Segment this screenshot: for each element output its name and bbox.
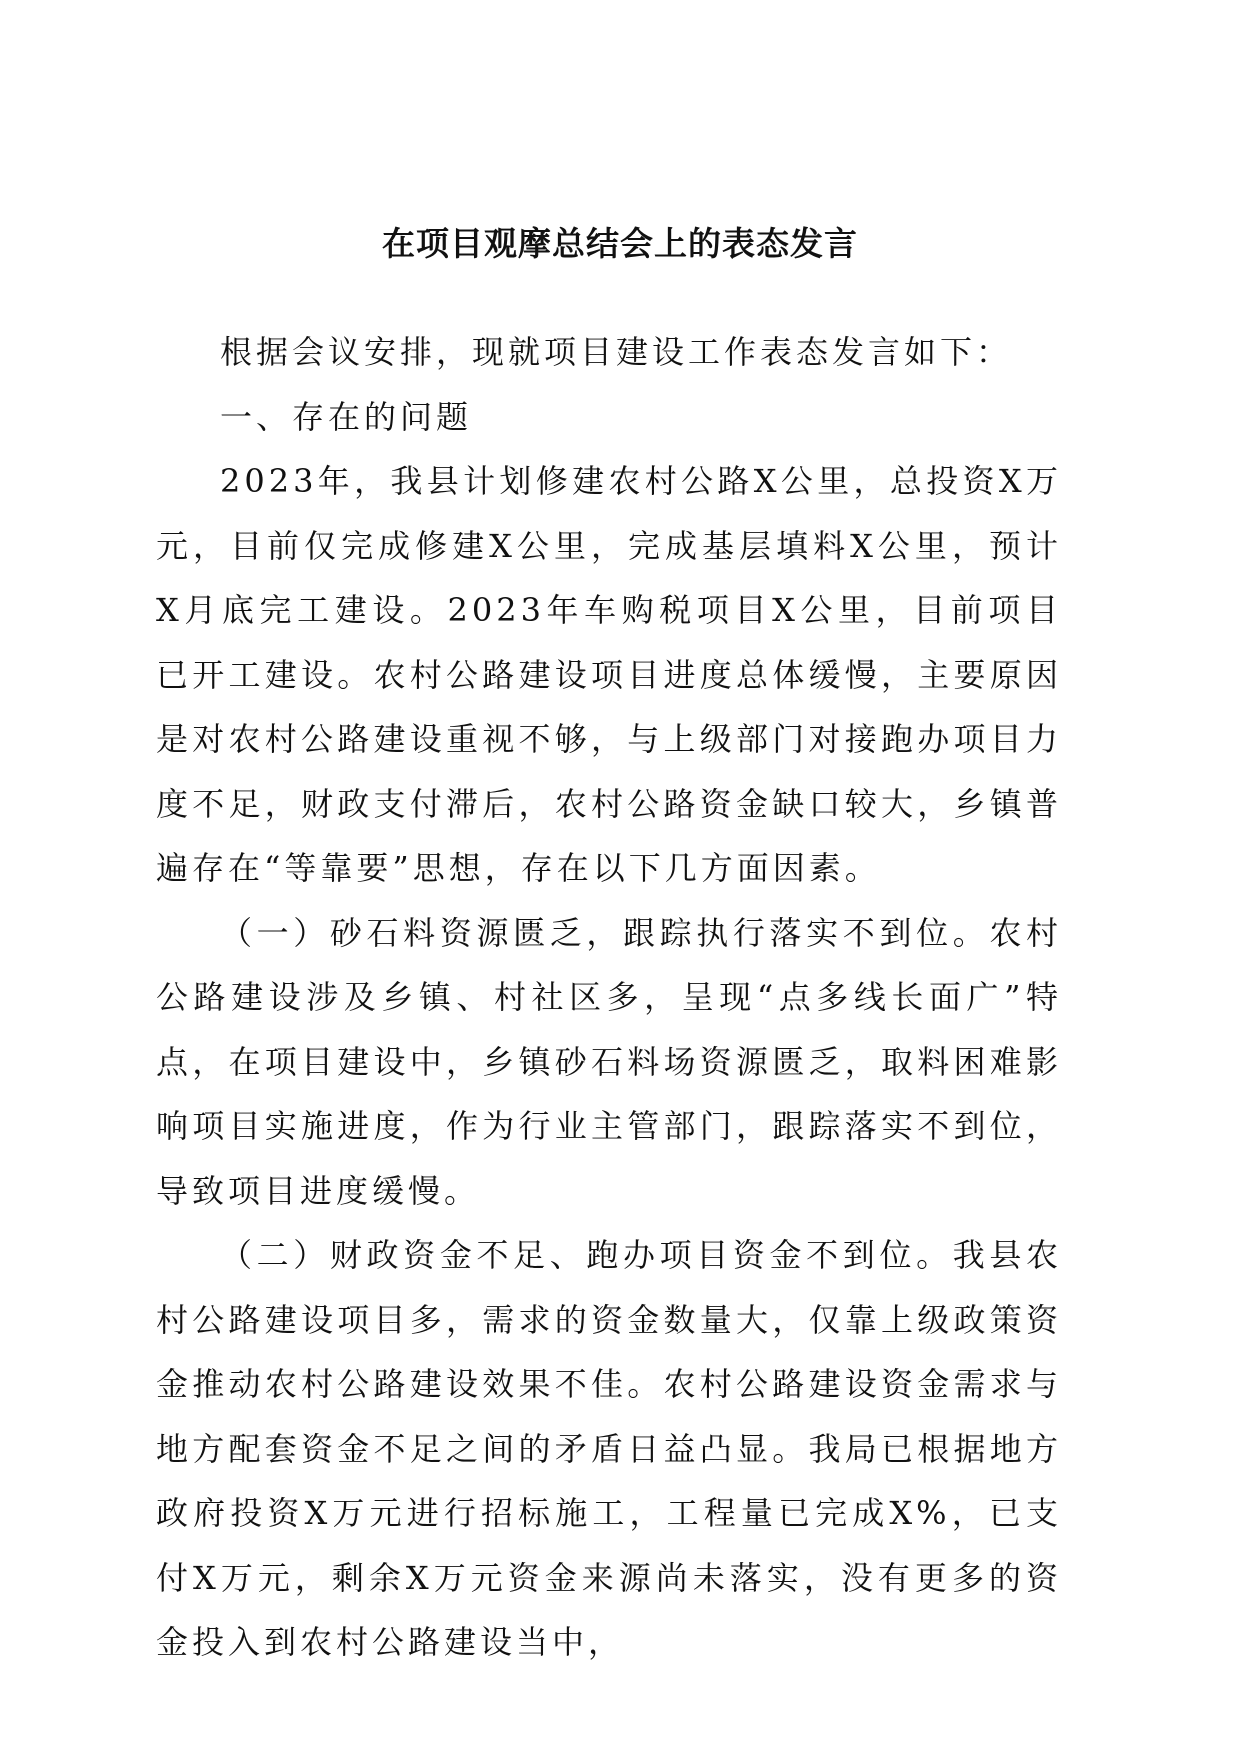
paragraph-point-2: （二）财政资金不足、跑办项目资金不到位。我县农村公路建设项目多，需求的资金数量大，仅靠上级政策资金推动农村公路建设效果不佳。农村公路建设资金需求与地方配套资金不足之间的矛盾日益凸显。我局已根据地方政府投资X万元进行招标施工，工程量已完成X%，已支付X万元，剩余X万元资金来源尚未落实，没有更多的资金投入到农村公路建设当中， xyxy=(156,1236,1062,1661)
document-body xyxy=(156,320,1062,1675)
paragraph-point-1: （一）砂石料资源匮乏，跟踪执行落实不到位。农村公路建设涉及乡镇、村社区多，呈现“点多线长面广”特点，在项目建设中，乡镇砂石料场资源匮乏，取料困难影响项目实施进度，作为行业主管部门，跟踪落实不到位，导致项目进度缓慢。 xyxy=(156,913,1062,1210)
section-heading-problems: 一、存在的问题 xyxy=(220,397,473,436)
document-title: 在项目观摩总结会上的表态发言 xyxy=(382,224,858,263)
paragraph-intro: 根据会议安排，现就项目建设工作表态发言如下： xyxy=(220,333,1013,371)
paragraph-overview: 2023年，我县计划修建农村公路X公里，总投资X万元，目前仅完成修建X公里，完成基层填料X公里，预计X月底完工建设。2023年车购税项目X公里，目前项目已开工建设。农村公路建设项目进度总体缓慢，主要原因是对农村公路建设重视不够，与上级部门对接跑办项目力度不足，财政支付滞后，农村公路资金缺口较大，乡镇普遍存在“等靠要”思想，存在以下几方面因素。 xyxy=(156,462,1062,887)
